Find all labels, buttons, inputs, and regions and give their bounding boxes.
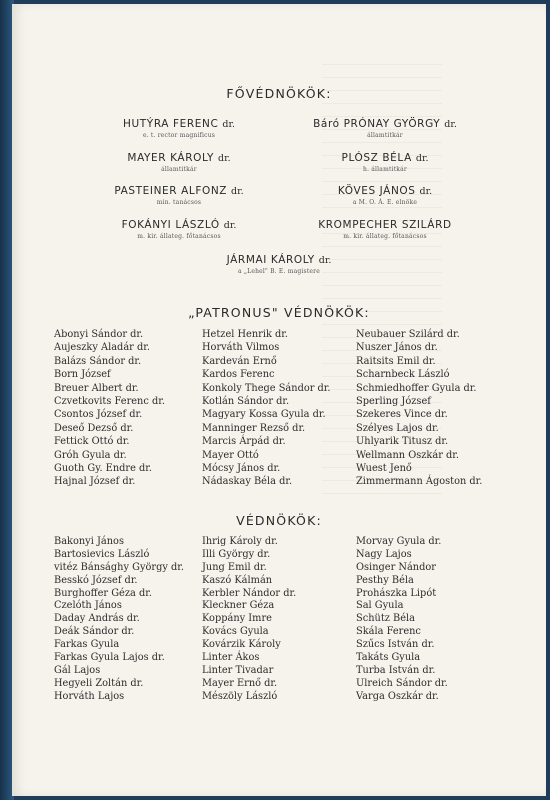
patronus-column-2 — [202, 328, 331, 489]
name-list-item: Gróh Gyula dr. — [54, 449, 127, 461]
name-list-item: Manninger Rezső dr. — [202, 422, 306, 434]
name-list-item: Kovács Gyula — [202, 626, 269, 638]
fovednok-entry: KROMPECHER SZILÁRD m. kir. állateg. főtanácsos — [318, 219, 452, 240]
name-list-item: Prohászka Lipót — [356, 587, 437, 599]
fovednok-entry: HUTÝRA FERENC dr. e. t. rector magnificus — [123, 118, 235, 139]
name-list-item: Turba István dr. — [356, 664, 436, 676]
name-list-item: Kotlán Sándor dr. — [202, 395, 290, 407]
name-list-item: Ihrig Károly dr. — [202, 536, 278, 547]
name-list-item: Kleckner Géza — [202, 600, 275, 612]
fovednok-entry: PLÓSZ BÉLA dr. h. államtitkár — [341, 152, 429, 173]
name-list-item: Schütz Béla — [356, 613, 416, 625]
name-list-item: Csontos József dr. — [54, 409, 143, 421]
fovednok-entry: PASTEINER ALFONZ dr. min. tanácsos — [114, 185, 244, 206]
name-list-item: Marcis Árpád dr. — [202, 436, 286, 448]
name-list-item: Ulreich Sándor dr. — [356, 677, 448, 689]
fovednokok-heading: FŐVÉDNÖKÖK: — [226, 86, 332, 101]
name-list-item: Fettick Ottó dr. — [54, 436, 130, 448]
name-list-item: Takáts Gyula — [356, 652, 421, 664]
name-list-item: Neubauer Szilárd dr. — [356, 329, 460, 340]
name-list-item: Koppány Imre — [202, 613, 272, 625]
name-list-item: Uhlyarik Titusz dr. — [356, 436, 449, 448]
name-list-item: Czelóth János — [54, 600, 122, 612]
name-list-item: Konkoly Thege Sándor dr. — [202, 382, 331, 394]
name-list-item: Hegyeli Zoltán dr. — [54, 677, 144, 689]
fovednok-entry: KÖVES JÁNOS dr. a M. O. Á. E. elnöke — [337, 185, 433, 206]
vednokok-column-1 — [54, 536, 184, 704]
name-list-item: Mócsy János dr. — [202, 462, 281, 474]
fovednok-entry: JÁRMAI KÁROLY dr. a „Lehel" B. E. magistere — [226, 254, 332, 275]
name-list-item: Magyary Kossa Gyula dr. — [202, 409, 326, 421]
patronus-column-3 — [356, 328, 482, 489]
name-list-item: Horváth Vilmos — [202, 342, 280, 354]
name-list-item: Pesthy Béla — [356, 574, 414, 586]
name-list-item: Szekeres Vince dr. — [356, 409, 448, 421]
name-list-item: Szélyes Lajos dr. — [356, 422, 439, 434]
patronus-column-1 — [54, 328, 165, 489]
name-list-item: Sal Gyula — [356, 600, 404, 612]
name-list-item: Morvay Gyula dr. — [356, 536, 442, 547]
name-list-item: Skála Ferenc — [356, 626, 421, 638]
name-list-item: Varga Oszkár dr. — [356, 690, 439, 702]
name-list-item: Kerbler Nándor dr. — [202, 587, 297, 599]
name-list-item: Mészöly László — [202, 690, 278, 702]
name-list-item: Nádaskay Béla dr. — [202, 476, 293, 488]
name-list-item: Raitsits Emil dr. — [356, 355, 436, 367]
name-list-item: Bartosievics László — [54, 548, 150, 560]
name-list-item: Zimmermann Ágoston dr. — [356, 476, 483, 488]
name-list-item: Kovárzik Károly — [202, 639, 281, 651]
document-page — [12, 4, 546, 796]
name-list-item: Osinger Nándor — [356, 561, 436, 573]
vednokok-heading: VÉDNÖKÖK: — [236, 513, 322, 528]
name-list-item: Kardeván Ernő — [202, 355, 277, 367]
name-list-item: Bakonyi János — [54, 536, 124, 547]
name-list-item: Hetzel Henrik dr. — [202, 329, 288, 340]
name-list-item: Burghoffer Géza dr. — [54, 587, 152, 599]
vednokok-column-3 — [356, 536, 448, 704]
name-list-item: Illi György dr. — [202, 548, 271, 560]
name-list-item: Jung Emil dr. — [202, 561, 267, 573]
name-list-item: Linter Tivadar — [202, 664, 274, 676]
name-list-item: Horváth Lajos — [54, 690, 125, 702]
fovednok-entry: FOKÁNYI LÁSZLÓ dr. m. kir. állateg. főtanácsos — [121, 219, 237, 240]
name-list-item: Guoth Gy. Endre dr. — [54, 462, 153, 474]
name-list-item: Wuest Jenő — [356, 462, 412, 474]
name-list-item: Kardos Ferenc — [202, 369, 275, 381]
name-list-item: Deák Sándor dr. — [54, 626, 135, 638]
name-list-item: Czvetkovits Ferenc dr. — [54, 395, 165, 407]
name-list-item: Sperling József — [356, 395, 431, 407]
patronus-heading: „PATRONUS" VÉDNÖKÖK: — [188, 305, 370, 320]
name-list-item: Hajnal József dr. — [54, 476, 136, 488]
name-list-item: Gál Lajos — [54, 664, 101, 676]
name-list-item: Scharnbeck László — [356, 369, 450, 381]
fovednok-entry: MAYER KÁROLY dr. államtitkár — [127, 152, 231, 173]
name-list-item: Kaszó Kálmán — [202, 574, 273, 586]
name-list-item: Mayer Ottó — [202, 449, 259, 461]
name-list-item: Szűcs István dr. — [356, 639, 435, 651]
name-list-item: Besskó József dr. — [54, 574, 138, 586]
name-list-item: Nuszer János dr. — [356, 342, 438, 354]
name-list-item: Linter Ákos — [202, 652, 260, 664]
name-list-item: Farkas Gyula — [54, 639, 120, 651]
name-list-item: vitéz Bánsághy György dr. — [54, 561, 184, 573]
name-list-item: Balázs Sándor dr. — [54, 355, 142, 367]
vednokok-column-2 — [202, 536, 296, 704]
fovednok-entry: Báró PRÓNAY GYÖRGY dr. államtitkár — [313, 118, 457, 139]
name-list-item: Breuer Albert dr. — [54, 382, 139, 394]
name-list-item: Deseő Dezső dr. — [54, 422, 134, 434]
name-list-item: Abonyi Sándor dr. — [54, 329, 144, 340]
name-list-item: Born József — [54, 369, 111, 381]
name-list-item: Mayer Ernő dr. — [202, 677, 278, 689]
name-list-item: Nagy Lajos — [356, 548, 412, 560]
name-list-item: Daday András dr. — [54, 613, 140, 625]
name-list-item: Farkas Gyula Lajos dr. — [54, 652, 165, 664]
name-list-item: Aujeszky Aladár dr. — [54, 342, 150, 354]
name-list-item: Wellmann Oszkár dr. — [356, 449, 459, 461]
name-list-item: Schmiedhoffer Gyula dr. — [356, 382, 477, 394]
